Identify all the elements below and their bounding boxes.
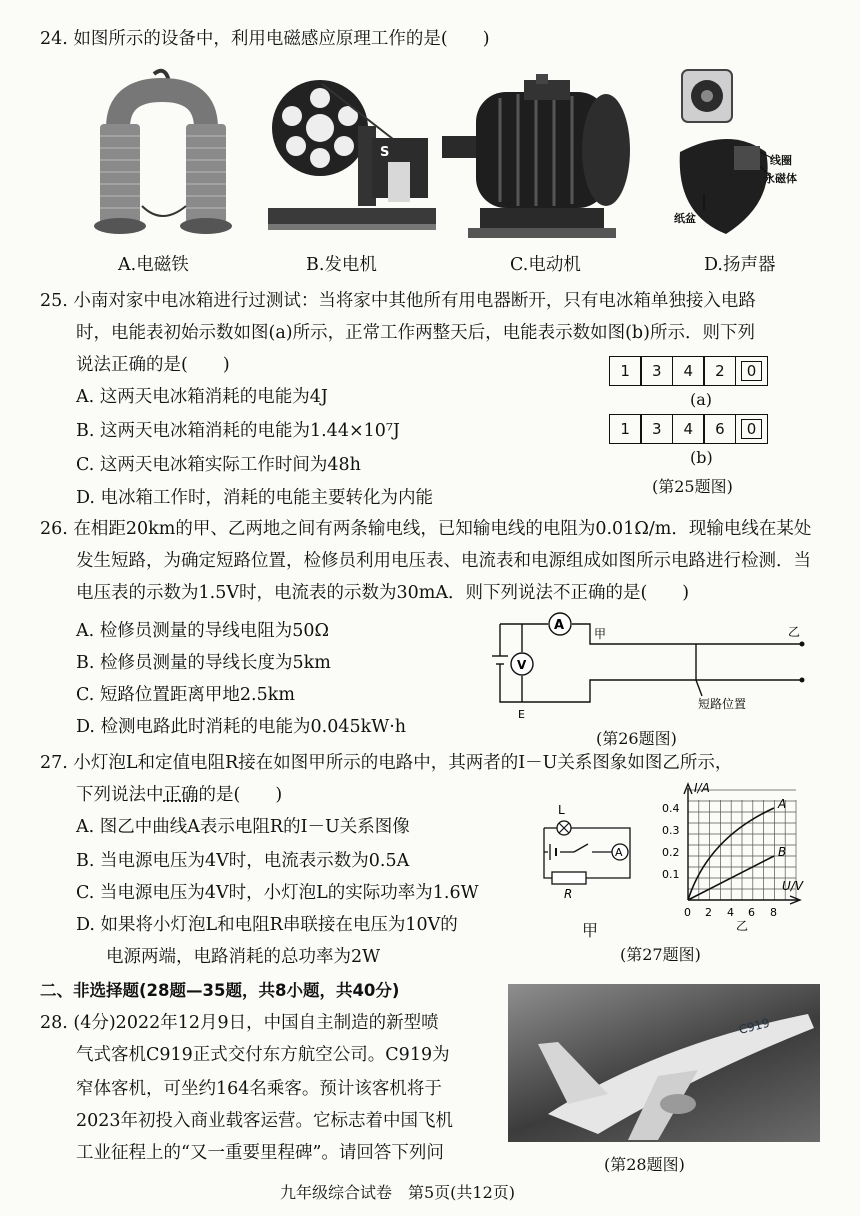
- meter-digit: 3: [640, 414, 673, 444]
- curve-b-label: B: [778, 845, 787, 859]
- section-2-heading: 二、非选择题(28题—35题，共8小题，共40分): [40, 981, 400, 1000]
- meter-digit: 1: [609, 414, 642, 444]
- c919-aircraft-photo: [508, 984, 820, 1142]
- q25-stem-line: 说法正确的是( ): [76, 355, 230, 375]
- x-tick: 8: [770, 906, 777, 919]
- q27-stem-pre: 下列说法中: [76, 785, 164, 805]
- meter-reading-b: [610, 414, 768, 444]
- curve-a-label: A: [778, 797, 787, 811]
- q26-option-b: B. 检修员测量的导线长度为5km: [76, 653, 331, 673]
- q24-option-a: A.电磁铁: [118, 255, 189, 275]
- q25-option-a: A. 这两天电冰箱消耗的电能为4J: [76, 387, 328, 407]
- q24-stem: 24. 如图所示的设备中，利用电磁感应原理工作的是( ): [40, 29, 490, 49]
- speaker-cone-label: 纸盆: [674, 212, 696, 225]
- page-footer: 九年级综合试卷 第5页(共12页): [280, 1183, 516, 1202]
- q25-stem-line: 25. 小南对家中电冰箱进行过测试：当将家中其他所有用电器断开，只有电冰箱单独接入电路: [40, 291, 756, 311]
- q27-option-c: C. 当电源电压为4V时，小灯泡L的实际功率为1.6W: [76, 883, 479, 903]
- q27-stem-line: 27. 小灯泡L和定值电阻R接在如图甲所示的电路中，其两者的I－U关系图象如图乙所示，: [40, 753, 733, 773]
- short-position-label: 短路位置: [698, 697, 747, 711]
- q25-option-d: D. 电冰箱工作时，消耗的电能主要转化为内能: [76, 488, 434, 508]
- speaker-coil-label: 线圈: [770, 154, 792, 167]
- y-tick: 0.3: [662, 824, 680, 837]
- x-tick: 4: [727, 906, 734, 919]
- q25-figure-caption: (第25题图): [652, 477, 733, 496]
- q27-option-a: A. 图乙中曲线A表示电阻R的I－U关系图像: [76, 817, 410, 837]
- q28-line: 窄体客机，可坐约164名乘客。预计该客机将于: [76, 1079, 442, 1099]
- q26-circuit-diagram: [488, 606, 812, 724]
- location-jia-label: 甲: [594, 627, 607, 641]
- voltmeter-label: V: [517, 658, 527, 672]
- q26-option-a: A. 检修员测量的导线电阻为50Ω: [76, 621, 330, 641]
- speaker-illustration: [664, 66, 814, 244]
- q26-stem-line: 26. 在相距20km的甲、乙两地之间有两条输电线，已知输电线的电阻为0.01Ω/m．现输电线在某处: [40, 519, 812, 539]
- q25-option-b: B. 这两天电冰箱消耗的电能为1.44×10⁷J: [76, 421, 400, 441]
- meter-label-a: (a): [690, 390, 713, 409]
- q26-option-c: C. 短路位置距离甲地2.5km: [76, 685, 295, 705]
- q26-figure-caption: (第26题图): [596, 729, 677, 748]
- q24-option-d: D.扬声器: [704, 255, 776, 275]
- point-e-label: E: [518, 708, 525, 721]
- q28-line: 气式客机C919正式交付东方航空公司。C919为: [76, 1045, 450, 1065]
- meter-decimal-digit: 0: [741, 419, 763, 439]
- location-yi-label: 乙: [788, 625, 801, 639]
- q27-circuit-caption: 甲: [582, 921, 599, 940]
- resistor-label: R: [564, 887, 573, 900]
- electromagnet-illustration: [88, 66, 238, 244]
- lamp-label: L: [558, 803, 565, 817]
- meter-digit: 3: [640, 356, 673, 386]
- resistor-icon: [552, 872, 586, 884]
- q26-option-d: D. 检测电路此时消耗的电能为0.045kW·h: [76, 717, 407, 737]
- q28-line: 28. (4分)2022年12月9日，中国自主制造的新型喷: [40, 1013, 439, 1033]
- y-axis-label: I/A: [694, 781, 710, 795]
- x-tick: 2: [705, 906, 712, 919]
- q28-line: 2023年初投入商业载客运营。它标志着中国飞机: [76, 1111, 454, 1131]
- q27-stem-line: [76, 784, 282, 806]
- q28-figure-caption: (第28题图): [604, 1155, 685, 1174]
- q25-stem-line: 时，电能表初始示数如图(a)所示，正常工作两整天后，电能表示数如图(b)所示．则下列: [76, 323, 755, 343]
- graph-caption: 乙: [736, 919, 749, 932]
- generator-illustration: [262, 76, 440, 242]
- iu-graph: [648, 778, 822, 932]
- q27-option-b: B. 当电源电压为4V时，电流表示数为0.5A: [76, 851, 410, 871]
- meter-reading-a: [610, 356, 768, 386]
- meter-digit: 4: [672, 356, 705, 386]
- q24-option-b: B.发电机: [306, 255, 377, 275]
- ammeter-label: A: [615, 846, 623, 859]
- y-tick: 0.4: [662, 802, 680, 815]
- q27-option-d-cont: 电源两端，电路消耗的总功率为2W: [106, 947, 381, 967]
- meter-label-b: (b): [690, 448, 713, 467]
- y-tick: 0.2: [662, 846, 680, 859]
- q24-option-c: C.电动机: [510, 255, 581, 275]
- meter-decimal-digit: 0: [741, 361, 763, 381]
- x-tick: 0: [684, 906, 691, 919]
- x-axis-label: U/V: [782, 879, 804, 893]
- q27-stem-post: 的是( ): [198, 785, 283, 805]
- q27-stem-emphasis: 正确: [163, 785, 199, 805]
- meter-digit: 2: [703, 356, 736, 386]
- q25-option-c: C. 这两天电冰箱实际工作时间为48h: [76, 455, 361, 475]
- q27-figure-caption: (第27题图): [620, 945, 701, 964]
- x-tick: 6: [748, 906, 755, 919]
- meter-digit: 1: [609, 356, 642, 386]
- aircraft-marking: C919: [737, 1015, 772, 1037]
- q27-circuit-diagram: [530, 800, 640, 900]
- meter-digit: 6: [703, 414, 736, 444]
- motor-illustration: [440, 74, 634, 246]
- meter-digit: 4: [672, 414, 705, 444]
- q26-stem-line: 发生短路，为确定短路位置，检修员利用电压表、电流表和电源组成如图所示电路进行检测．当: [76, 551, 811, 571]
- speaker-magnet-label: 永磁体: [764, 172, 797, 185]
- q28-line: 工业征程上的“又一重要里程碑”。请回答下列问: [76, 1143, 444, 1163]
- generator-pole-label: S: [380, 145, 390, 160]
- q26-stem-line: 电压表的示数为1.5V时，电流表的示数为30mA．则下列说法不正确的是( ): [76, 583, 690, 603]
- y-tick: 0.1: [662, 868, 680, 881]
- ammeter-label: A: [554, 618, 565, 633]
- q27-option-d: D. 如果将小灯泡L和电阻R串联接在电压为10V的: [76, 915, 458, 935]
